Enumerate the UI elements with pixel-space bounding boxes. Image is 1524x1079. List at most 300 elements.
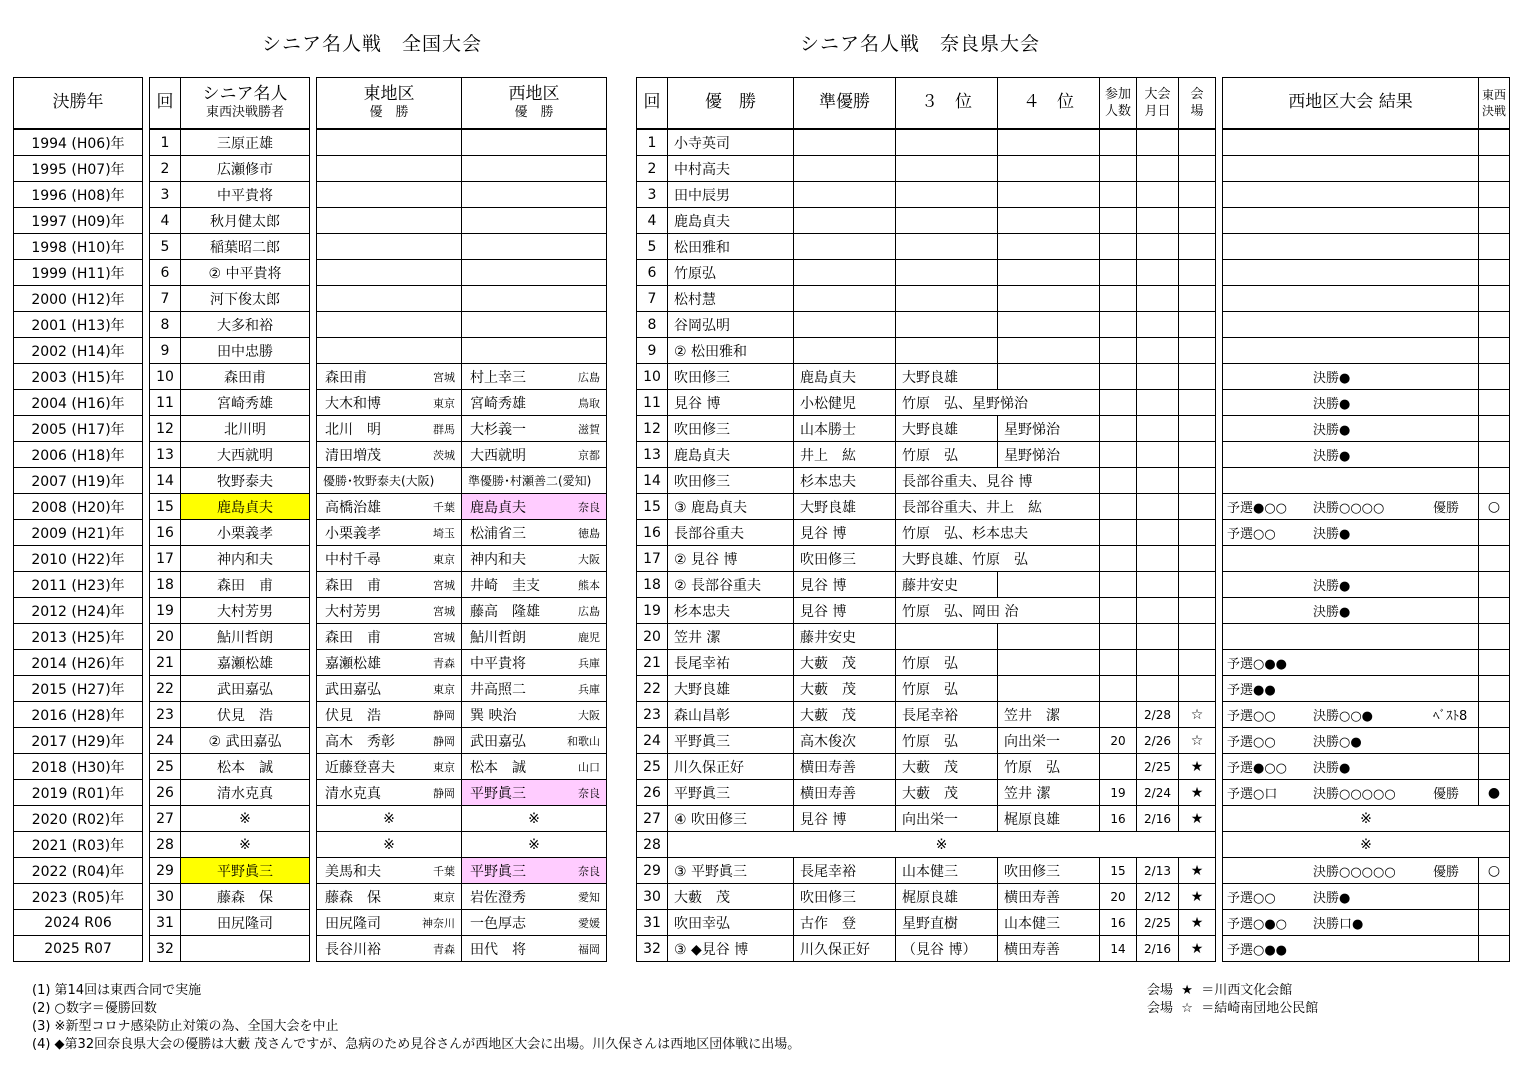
- participants-cell: [1100, 312, 1137, 338]
- placing-result: 優勝: [1433, 865, 1460, 880]
- year-cell: 2023 (R05)年: [14, 884, 143, 910]
- date-cell: [1137, 338, 1179, 364]
- runnerup-cell: 杉本忠夫: [794, 468, 896, 494]
- third-cell: 竹原 弘: [896, 676, 998, 702]
- east-winner-name: 高木 秀彰: [325, 733, 395, 750]
- west-winner-name: 藤高 隆雄: [470, 603, 540, 620]
- kai-cell: 23: [150, 702, 181, 728]
- year-cell: 2003 (H15)年: [14, 364, 143, 390]
- east-winner-cell: [317, 598, 462, 624]
- footnote: (4) ◆第32回奈良県大会の優勝は大藪 茂さんですが、急病のため見谷さんが西地区大会に出場。川久保さんは西地区団体戦に出場。: [32, 1037, 801, 1052]
- east-west-final-cell: [1479, 390, 1510, 416]
- east-winner-cell: [317, 754, 462, 780]
- west-winner-cell: 準優勝･村瀬善二(愛知): [462, 468, 607, 494]
- kai-cell: 28: [150, 832, 181, 858]
- year-header: 決勝年: [14, 78, 143, 130]
- venue-cell: [1179, 312, 1216, 338]
- east-prefecture: 群馬: [433, 422, 455, 436]
- national-title: シニア名人戦 全国大会: [262, 33, 483, 55]
- runnerup-header: 準優勝: [794, 78, 896, 130]
- fourth-cell: [998, 312, 1100, 338]
- nara-kai-cell: 5: [637, 234, 668, 260]
- winner-cell: 平野眞三: [668, 728, 794, 754]
- final-result: 決勝○○○○○: [1313, 865, 1396, 880]
- west-winner-cell: [462, 598, 607, 624]
- runnerup-cell: [794, 312, 896, 338]
- third-cell: [896, 182, 998, 208]
- west-result-cell: [1223, 468, 1479, 494]
- west-prefecture: 奈良: [578, 786, 600, 800]
- date-cell: [1137, 129, 1179, 156]
- venue-cell: ★: [1179, 936, 1216, 962]
- footnotes: [32, 982, 800, 1054]
- kai-cell: 1: [150, 129, 181, 156]
- kai-cell: 7: [150, 286, 181, 312]
- prelim-result: 予選○○: [1227, 709, 1276, 724]
- west-winner-cell: [462, 546, 607, 572]
- kai-cell: 20: [150, 624, 181, 650]
- west-winner-name: 田代 将: [470, 941, 526, 958]
- east-winner-name: 清田増茂: [325, 447, 381, 464]
- runnerup-cell: [794, 156, 896, 182]
- year-cell: 1997 (H09)年: [14, 208, 143, 234]
- fourth-cell: 横田寿善: [998, 936, 1100, 962]
- fourth-cell: [998, 129, 1100, 156]
- west-winner-name: 岩佐澄秀: [470, 889, 526, 906]
- year-cell: 1999 (H11)年: [14, 260, 143, 286]
- nara-kai-cell: 13: [637, 442, 668, 468]
- nara-kai-cell: 19: [637, 598, 668, 624]
- west-winner-cell: [462, 910, 607, 936]
- final-result: 決勝口●: [1313, 917, 1364, 932]
- winner-cell: 松村慧: [668, 286, 794, 312]
- east-winner-cell: [317, 676, 462, 702]
- west-winner-cell: ※: [462, 832, 607, 858]
- champion-cell: 松本 誠: [181, 754, 310, 780]
- east-prefecture: 静岡: [433, 734, 455, 748]
- east-prefecture: 宮城: [433, 578, 455, 592]
- kai-header: 回: [150, 78, 181, 130]
- east-winner-cell: [317, 624, 462, 650]
- champion-cell: 宮崎秀雄: [181, 390, 310, 416]
- east-winner-name: 森田甫: [325, 369, 367, 386]
- east-prefecture: 青森: [433, 656, 455, 670]
- winner-cell: 吹田修三: [668, 364, 794, 390]
- east-winner-cell: [317, 884, 462, 910]
- east-west-final-cell: ●: [1479, 780, 1510, 806]
- runnerup-cell: 長尾幸裕: [794, 858, 896, 884]
- prelim-result: 予選○口: [1227, 787, 1278, 802]
- winner-cell: 長尾幸祐: [668, 650, 794, 676]
- east-winner-cell: [317, 234, 462, 260]
- date-cell: [1137, 468, 1179, 494]
- west-winner-cell: [462, 754, 607, 780]
- nara-kai-cell: 12: [637, 416, 668, 442]
- champion-cell: 牧野泰夫: [181, 468, 310, 494]
- year-cell: 2024 R06: [14, 910, 143, 936]
- west-winner-name: 中平貴将: [470, 655, 526, 672]
- east-winner-cell: [317, 910, 462, 936]
- nara-kai-cell: 9: [637, 338, 668, 364]
- participants-cell: [1100, 182, 1137, 208]
- kai-cell: 26: [150, 780, 181, 806]
- fourth-cell: [998, 338, 1100, 364]
- participants-cell: 16: [1100, 806, 1137, 832]
- winner-cell: 竹原弘: [668, 260, 794, 286]
- third-cell: 星野直樹: [896, 910, 998, 936]
- runnerup-cell: 大藪 茂: [794, 650, 896, 676]
- east-winner-name: 中村千尋: [325, 551, 381, 568]
- east-prefecture: 東京: [433, 682, 455, 696]
- date-cell: 2/28: [1137, 702, 1179, 728]
- west-result-cell: [1223, 364, 1479, 390]
- west-winner-cell: [462, 442, 607, 468]
- east-west-final-cell: [1479, 234, 1510, 260]
- nara-kai-cell: 31: [637, 910, 668, 936]
- venue-cell: ★: [1179, 806, 1216, 832]
- final-result: 決勝●: [1313, 527, 1351, 542]
- runnerup-cell: 見谷 博: [794, 598, 896, 624]
- champion-cell: 森田 甫: [181, 572, 310, 598]
- date-cell: [1137, 624, 1179, 650]
- champion-cell: 田中忠勝: [181, 338, 310, 364]
- prelim-result: 予選●●: [1227, 683, 1276, 698]
- date-cell: [1137, 442, 1179, 468]
- east-prefecture: 静岡: [433, 786, 455, 800]
- third-cell: 長尾幸裕: [896, 702, 998, 728]
- champion-cell: [181, 936, 310, 962]
- venue-cell: ☆: [1179, 728, 1216, 754]
- winner-cell: ③ 平野眞三: [668, 858, 794, 884]
- kai-cell: 30: [150, 884, 181, 910]
- west-winner-cell: [462, 416, 607, 442]
- winner-cell: ④ 吹田修三: [668, 806, 794, 832]
- champion-cell: 三原正雄: [181, 129, 310, 156]
- date-cell: 2/24: [1137, 780, 1179, 806]
- champion-cell: 大西就明: [181, 442, 310, 468]
- third-cell: 大野良雄: [896, 364, 998, 390]
- venue-cell: [1179, 338, 1216, 364]
- east-winner-name: 大村芳男: [325, 603, 381, 620]
- nara-kai-cell: 26: [637, 780, 668, 806]
- champion-cell: 武田嘉弘: [181, 676, 310, 702]
- nara-kai-cell: 15: [637, 494, 668, 520]
- participants-cell: [1100, 598, 1137, 624]
- venue-cell: [1179, 286, 1216, 312]
- east-winner-cell: [317, 572, 462, 598]
- nara-kai-cell: 20: [637, 624, 668, 650]
- participants-cell: [1100, 260, 1137, 286]
- nara-kai-cell: 4: [637, 208, 668, 234]
- west-winner-cell: [462, 312, 607, 338]
- west-prefecture: 大阪: [578, 708, 600, 722]
- west-winner-name: 村上幸三: [470, 369, 526, 386]
- participants-cell: 20: [1100, 884, 1137, 910]
- kai-cell: 9: [150, 338, 181, 364]
- venue-cell: ★: [1179, 780, 1216, 806]
- year-cell: 2018 (H30)年: [14, 754, 143, 780]
- kai-cell: 25: [150, 754, 181, 780]
- date-cell: [1137, 286, 1179, 312]
- east-winner-name: 嘉瀬松雄: [325, 655, 381, 672]
- east-west-final-cell: [1479, 910, 1510, 936]
- west-winner-cell: [462, 728, 607, 754]
- fourth-cell: 星野悌治: [998, 416, 1100, 442]
- nara-kai-cell: 16: [637, 520, 668, 546]
- year-cell: 2020 (R02)年: [14, 806, 143, 832]
- west-prefecture: 奈良: [578, 864, 600, 878]
- third-cell: （見谷 博）: [896, 936, 998, 962]
- winner-cell: 小寺英司: [668, 129, 794, 156]
- legend-item: 会場 ☆ ＝結崎南団地公民館: [1147, 1001, 1319, 1016]
- fourth-cell: 笠井 潔: [998, 780, 1100, 806]
- east-prefecture: 東京: [433, 890, 455, 904]
- venue-cell: [1179, 260, 1216, 286]
- final-result: 決勝○●: [1313, 735, 1362, 750]
- kai-cell: 16: [150, 520, 181, 546]
- runnerup-cell: [794, 286, 896, 312]
- winner-cell: ③ ◆見谷 博: [668, 936, 794, 962]
- venue-cell: [1179, 364, 1216, 390]
- west-prefecture: 兵庫: [578, 656, 600, 670]
- participants-cell: [1100, 390, 1137, 416]
- kai-cell: 19: [150, 598, 181, 624]
- runnerup-cell: 古作 登: [794, 910, 896, 936]
- venue-cell: [1179, 546, 1216, 572]
- footnote: (2) ○数字＝優勝回数: [32, 1001, 157, 1016]
- west-result-cell: [1223, 129, 1479, 156]
- year-cell: 2017 (H29)年: [14, 728, 143, 754]
- kai-cell: 13: [150, 442, 181, 468]
- west-result-cell: [1223, 260, 1479, 286]
- west-result-cell: [1223, 520, 1479, 546]
- east-winner-name: 伏見 浩: [325, 707, 381, 724]
- prelim-result: 予選●○○: [1227, 761, 1288, 776]
- west-prefecture: 和歌山: [567, 734, 600, 748]
- west-result-cell: [1223, 624, 1479, 650]
- east-winner-cell: [317, 728, 462, 754]
- final-result: 決勝●: [1313, 605, 1351, 620]
- west-result-cell: [1223, 780, 1479, 806]
- champion-cell: 大多和裕: [181, 312, 310, 338]
- third-cell: [896, 286, 998, 312]
- year-cell: 2006 (H18)年: [14, 442, 143, 468]
- east-winner-name: 小栗義孝: [325, 525, 381, 542]
- west-winner-name: 松浦省三: [470, 525, 526, 542]
- east-west-final-cell: [1479, 936, 1510, 962]
- nara-kai-cell: 25: [637, 754, 668, 780]
- east-west-final-cell: [1479, 572, 1510, 598]
- date-cell: [1137, 520, 1179, 546]
- runnerup-cell: 見谷 博: [794, 520, 896, 546]
- runnerup-cell: 鹿島貞夫: [794, 364, 896, 390]
- year-cell: 2009 (H21)年: [14, 520, 143, 546]
- year-cell: 2019 (R01)年: [14, 780, 143, 806]
- participants-cell: [1100, 234, 1137, 260]
- venue-cell: ★: [1179, 884, 1216, 910]
- runnerup-cell: 大野良雄: [794, 494, 896, 520]
- west-prefecture: 熊本: [578, 578, 600, 592]
- champion-cell: 河下俊太郎: [181, 286, 310, 312]
- year-cell: 2004 (H16)年: [14, 390, 143, 416]
- west-winner-name: 井崎 圭支: [470, 577, 540, 594]
- east-winner-cell: [317, 858, 462, 884]
- east-winner-name: 長谷川裕: [325, 941, 381, 958]
- third-fourth-cell: 竹原 弘、杉本忠夫: [896, 520, 1100, 546]
- champion-cell: 神内和夫: [181, 546, 310, 572]
- east-winner-cell: [317, 936, 462, 962]
- fourth-cell: 山本健三: [998, 910, 1100, 936]
- date-cell: 2/16: [1137, 806, 1179, 832]
- venue-cell: ★: [1179, 754, 1216, 780]
- east-prefecture: 宮城: [433, 630, 455, 644]
- fourth-cell: [998, 260, 1100, 286]
- west-winner-name: 鹿島貞夫: [470, 499, 526, 516]
- participants-cell: 19: [1100, 780, 1137, 806]
- date-cell: [1137, 546, 1179, 572]
- east-west-final-cell: [1479, 182, 1510, 208]
- winner-cell: 吹田修三: [668, 416, 794, 442]
- east-west-final-cell: [1479, 520, 1510, 546]
- prelim-result: 予選○●●: [1227, 943, 1288, 958]
- east-header: 東地区 優 勝: [317, 78, 462, 130]
- east-west-final-cell: [1479, 338, 1510, 364]
- west-winner-name: 平野眞三: [470, 785, 526, 802]
- west-prefecture: 愛知: [578, 890, 600, 904]
- final-result: 決勝●: [1313, 371, 1351, 386]
- east-winner-name: 美馬和夫: [325, 863, 381, 880]
- east-west-final-cell: [1479, 208, 1510, 234]
- east-winner-cell: [317, 208, 462, 234]
- nara-kai-cell: 22: [637, 676, 668, 702]
- kai-cell: 27: [150, 806, 181, 832]
- year-cell: 2015 (H27)年: [14, 676, 143, 702]
- east-west-final-cell: [1479, 728, 1510, 754]
- east-west-final-cell: [1479, 156, 1510, 182]
- champion-cell: 森田甫: [181, 364, 310, 390]
- west-prefecture: 徳島: [578, 526, 600, 540]
- east-west-final-cell: [1479, 364, 1510, 390]
- third-fourth-cell: 長部谷重夫、見谷 博: [896, 468, 1100, 494]
- participants-cell: [1100, 754, 1137, 780]
- west-result-cell: [1223, 390, 1479, 416]
- date-cell: [1137, 234, 1179, 260]
- east-winner-cell: [317, 364, 462, 390]
- participants-cell: [1100, 676, 1137, 702]
- venue-cell: [1179, 598, 1216, 624]
- west-winner-cell: [462, 494, 607, 520]
- fourth-cell: 星野悌治: [998, 442, 1100, 468]
- nara-kai-cell: 21: [637, 650, 668, 676]
- fourth-cell: 笠井 潔: [998, 702, 1100, 728]
- west-result-cell: [1223, 598, 1479, 624]
- placing-result: 優勝: [1433, 787, 1460, 802]
- champion-cell: ② 中平貴将: [181, 260, 310, 286]
- prelim-result: 予選○●●: [1227, 657, 1288, 672]
- fourth-cell: 梶原良雄: [998, 806, 1100, 832]
- west-result-table: [1222, 77, 1510, 962]
- east-west-final-cell: [1479, 598, 1510, 624]
- third-cell: 向出栄一: [896, 806, 998, 832]
- footnote: (3) ※新型コロナ感染防止対策の為、全国大会を中止: [32, 1019, 339, 1034]
- east-winner-name: 北川 明: [325, 421, 381, 438]
- prelim-result: 予選●○○: [1227, 501, 1288, 516]
- winner-cell: ② 松田雅和: [668, 338, 794, 364]
- kai-cell: 11: [150, 390, 181, 416]
- champion-cell: 鹿島貞夫: [181, 494, 310, 520]
- champion-cell: ※: [181, 806, 310, 832]
- third-cell: 山本健三: [896, 858, 998, 884]
- west-result-cell: [1223, 208, 1479, 234]
- west-result-cell: [1223, 442, 1479, 468]
- west-winner-cell: [462, 572, 607, 598]
- west-result-cell: [1223, 286, 1479, 312]
- east-winner-cell: [317, 650, 462, 676]
- west-result-cell: [1223, 494, 1479, 520]
- final-result: 決勝●: [1313, 423, 1351, 438]
- nara-kai-cell: 6: [637, 260, 668, 286]
- fourth-cell: 吹田修三: [998, 858, 1100, 884]
- year-cell: 2001 (H13)年: [14, 312, 143, 338]
- venue-cell: [1179, 650, 1216, 676]
- east-winner-cell: [317, 442, 462, 468]
- west-winner-name: 神内和夫: [470, 551, 526, 568]
- venue-legend: [1147, 982, 1318, 1018]
- east-winner-cell: [317, 338, 462, 364]
- west-winner-cell: [462, 286, 607, 312]
- runnerup-cell: 小松健児: [794, 390, 896, 416]
- participants-cell: [1100, 286, 1137, 312]
- legend-item: 会場 ★ ＝川西文化会館: [1147, 983, 1293, 998]
- east-west-final-cell: [1479, 468, 1510, 494]
- kai-cell: 22: [150, 676, 181, 702]
- nara-kai-cell: 24: [637, 728, 668, 754]
- date-cell: [1137, 312, 1179, 338]
- runnerup-cell: [794, 182, 896, 208]
- date-cell: [1137, 208, 1179, 234]
- runnerup-cell: 大藪 茂: [794, 702, 896, 728]
- prelim-result: 予選○○: [1227, 891, 1276, 906]
- west-result-cell: [1223, 650, 1479, 676]
- fourth-cell: 向出栄一: [998, 728, 1100, 754]
- prelim-result: 予選○●○: [1227, 917, 1288, 932]
- nara-kai-cell: 28: [637, 832, 668, 858]
- west-winner-cell: [462, 702, 607, 728]
- champion-cell: 伏見 浩: [181, 702, 310, 728]
- venue-cell: ☆: [1179, 702, 1216, 728]
- east-prefecture: 青森: [433, 942, 455, 956]
- nara-table: [636, 77, 1216, 962]
- west-winner-cell: [462, 208, 607, 234]
- venue-cell: [1179, 234, 1216, 260]
- final-result: 決勝○○○○○: [1313, 787, 1396, 802]
- kai-cell: 17: [150, 546, 181, 572]
- west-winner-cell: [462, 936, 607, 962]
- west-winner-name: 平野眞三: [470, 863, 526, 880]
- third-cell: [896, 129, 998, 156]
- kai-cell: 6: [150, 260, 181, 286]
- third-cell: 藤井安史: [896, 572, 998, 598]
- champion-cell: ② 武田嘉弘: [181, 728, 310, 754]
- participants-cell: 16: [1100, 910, 1137, 936]
- participants-cell: [1100, 129, 1137, 156]
- winner-cell: 吹田修三: [668, 468, 794, 494]
- winner-cell: ② 見谷 博: [668, 546, 794, 572]
- third-cell: 竹原 弘: [896, 442, 998, 468]
- east-winner-cell: [317, 286, 462, 312]
- prelim-result: 予選○○: [1227, 735, 1276, 750]
- nara-kai-cell: 3: [637, 182, 668, 208]
